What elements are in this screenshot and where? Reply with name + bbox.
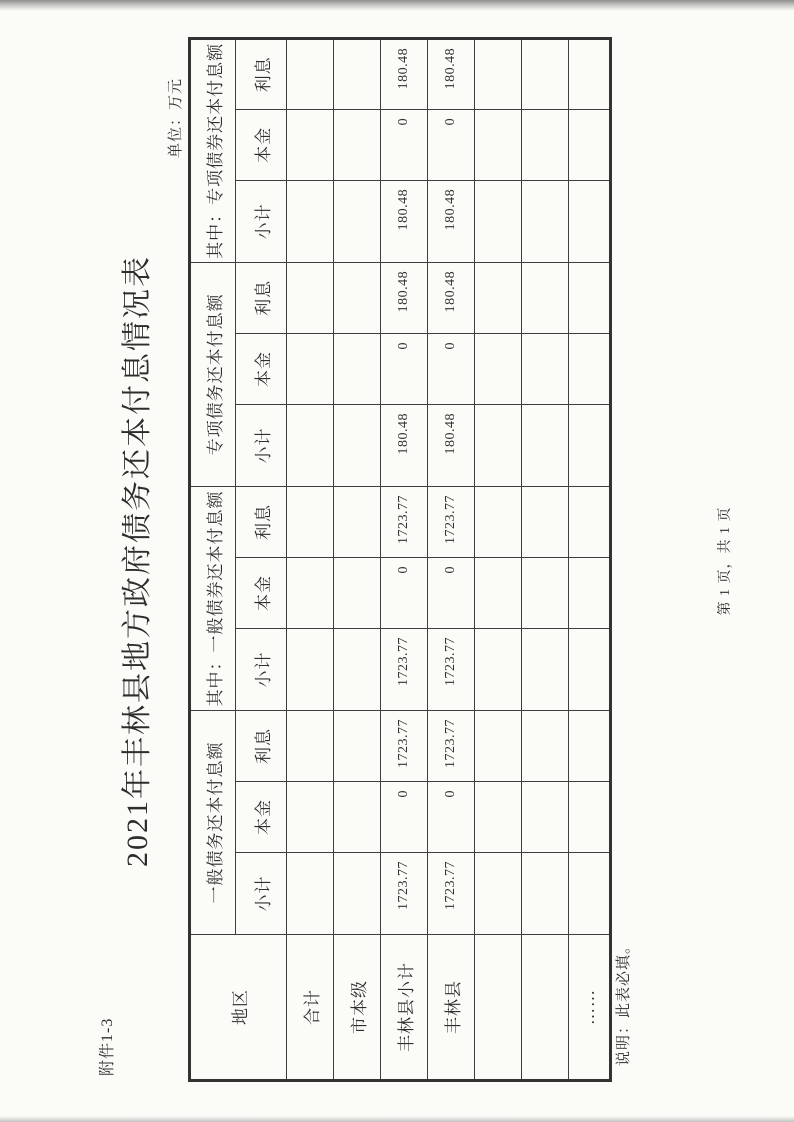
value-cell [569,628,611,710]
value-cell [522,853,569,935]
value-cell: 180.48 [428,404,475,486]
region-cell: 丰林县 [428,935,475,1081]
value-cell [569,404,611,486]
col-header-principal: 本金 [236,782,287,853]
value-cell [522,557,569,628]
footer-note: 说明：此表必填。 [616,937,632,1066]
table-row [475,38,522,1080]
col-header-interest: 利息 [236,262,287,333]
table-row [522,38,569,1080]
scan-top-edge-shadow [0,0,794,11]
value-cell [334,628,381,710]
region-cell: 丰林县小计 [381,935,428,1081]
value-cell: 1723.77 [381,710,428,781]
value-cell [287,710,334,781]
value-cell [334,109,381,180]
value-cell [569,853,611,935]
value-cell: 0 [381,557,428,628]
value-cell [569,557,611,628]
col-header-principal: 本金 [236,333,287,404]
value-cell: 0 [428,557,475,628]
value-cell [569,109,611,180]
value-cell [475,38,522,109]
value-cell [475,333,522,404]
value-cell [522,180,569,262]
table-row [334,38,381,1080]
col-header-interest: 利息 [236,486,287,557]
value-cell [475,628,522,710]
value-cell: 1723.77 [428,486,475,557]
value-cell: 0 [381,109,428,180]
value-cell [569,710,611,781]
value-cell [287,38,334,109]
value-cell [334,38,381,109]
value-cell [522,38,569,109]
value-cell [569,333,611,404]
value-cell [475,404,522,486]
table-row [569,38,611,1080]
value-cell [569,38,611,109]
col-header-region: 地区 [190,935,287,1081]
value-cell [287,262,334,333]
value-cell [287,853,334,935]
value-cell [475,853,522,935]
page-indicator: 第 1 页，共 1 页 [718,506,733,616]
value-cell [522,262,569,333]
table-header-sub-row [236,38,287,1080]
region-cell: 市本级 [334,935,381,1081]
value-cell: 1723.77 [428,628,475,710]
value-cell [287,333,334,404]
value-cell [287,628,334,710]
value-cell [475,180,522,262]
value-cell: 180.48 [428,262,475,333]
table-header-group-row [190,38,236,1080]
attachment-label: 附件1-3 [99,1017,116,1076]
value-cell [334,710,381,781]
value-cell [475,557,522,628]
value-cell: 1723.77 [381,853,428,935]
col-header-subtotal: 小计 [236,628,287,710]
value-cell [334,262,381,333]
col-header-principal: 本金 [236,109,287,180]
region-cell: 合计 [287,935,334,1081]
value-cell [287,557,334,628]
value-cell [522,109,569,180]
col-group-general-debt-service: 一般债务还本付息额 [190,710,236,934]
col-header-subtotal: 小计 [236,180,287,262]
value-cell [334,333,381,404]
value-cell [287,486,334,557]
value-cell: 1723.77 [381,486,428,557]
value-cell: 0 [428,109,475,180]
value-cell: 180.48 [381,404,428,486]
col-group-general-bond-service: 其中：一般债券还本付息额 [190,486,236,710]
value-cell [522,782,569,853]
value-cell [569,486,611,557]
unit-note: 单位：万元 [168,78,184,159]
value-cell: 180.48 [381,262,428,333]
value-cell [522,628,569,710]
page-title: 2021年丰林县地方政府债务还本付息情况表 [121,255,154,867]
value-cell [475,486,522,557]
value-cell [334,782,381,853]
value-cell [569,782,611,853]
value-cell [475,109,522,180]
region-cell [475,935,522,1081]
value-cell [569,262,611,333]
col-header-interest: 利息 [236,710,287,781]
region-cell [522,935,569,1081]
value-cell [522,333,569,404]
col-header-principal: 本金 [236,557,287,628]
region-cell: …… [569,935,611,1081]
value-cell [569,180,611,262]
value-cell: 180.48 [381,38,428,109]
table-row [287,38,334,1080]
col-group-special-debt-service: 专项债务还本付息额 [190,262,236,486]
value-cell: 0 [428,333,475,404]
value-cell [475,782,522,853]
value-cell [287,109,334,180]
value-cell: 1723.77 [381,628,428,710]
value-cell [334,853,381,935]
value-cell [475,262,522,333]
value-cell [475,710,522,781]
value-cell [334,557,381,628]
value-cell [287,782,334,853]
debt-table-wrapper [188,37,612,1082]
col-header-interest: 利息 [236,38,287,109]
value-cell [334,180,381,262]
value-cell: 180.48 [428,38,475,109]
value-cell [334,486,381,557]
value-cell: 1723.77 [428,710,475,781]
value-cell [334,404,381,486]
value-cell [522,486,569,557]
value-cell: 180.48 [381,180,428,262]
value-cell: 1723.77 [428,853,475,935]
scan-bottom-edge-shadow [0,1116,794,1122]
value-cell: 0 [428,782,475,853]
value-cell [522,710,569,781]
debt-repayment-table [188,37,612,1082]
col-header-subtotal: 小计 [236,404,287,486]
value-cell [522,404,569,486]
col-header-subtotal: 小计 [236,853,287,935]
value-cell: 180.48 [428,180,475,262]
value-cell: 0 [381,782,428,853]
value-cell: 0 [381,333,428,404]
value-cell [287,404,334,486]
table-body [287,38,611,1080]
col-group-special-bond-service: 其中：专项债券还本付息额 [190,38,236,262]
value-cell [287,180,334,262]
table-row [428,38,475,1080]
table-row [381,38,428,1080]
